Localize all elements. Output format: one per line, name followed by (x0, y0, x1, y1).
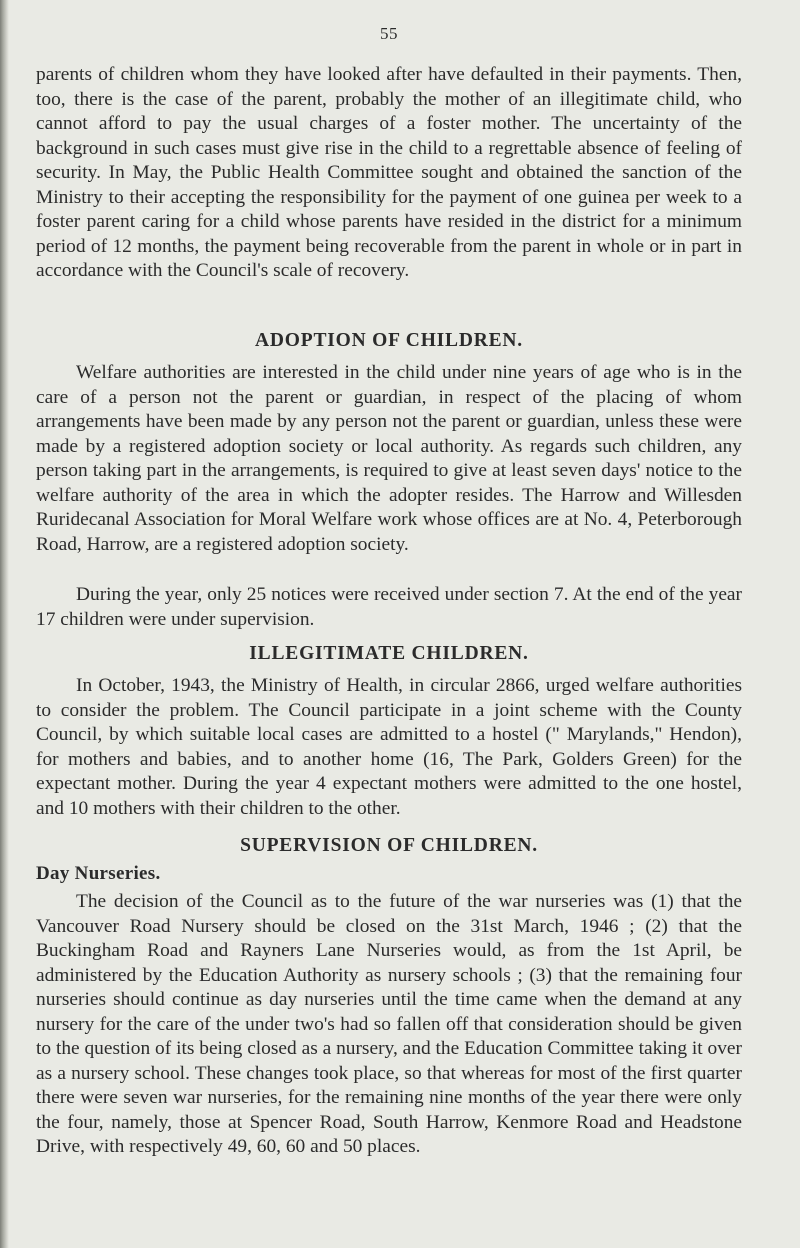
intro-paragraph: parents of children whom they have looked after have defaulted in their payments. Then, too, there is the case of the parent, probably the mother of an illegitimate child, who cannot afford to pay the usual charges of a foster mother. The uncertainty of the background in such cases must give rise in the child to a regrettable absence of feeling of security. In May, the Public Health Committee sought and obtained the sanction of the Ministry to their accepting the responsibility for the payment of one guinea per week to a foster parent caring for a child whose parents have resided in the district for a minimum period of 12 months, the payment being recoverable from the parent in whole or in part in accordance with the Council's scale of recovery. (36, 64, 742, 281)
illegitimate-paragraph-1: In October, 1943, the Ministry of Health, in circular 2866, urged welfare authorities to consider the problem. The Council participate in a joint scheme with the County Council, by which suitable local cases are admitted to a hostel (" Marylands," Hendon), for mothers and babies, and to another home (16, The Park, Golders Green) for the expectant mother. During the year 4 expectant mothers were admitted to the one hostel, and 10 mothers with their children to the other. (36, 675, 742, 819)
heading-adoption-of-children: ADOPTION OF CHILDREN. (255, 330, 523, 351)
page-number: 55 (380, 24, 398, 43)
supervision-paragraph-1: The decision of the Council as to the future of the war nurseries was (1) that the Vancouver Road Nursery should be closed on the 31st March, 1946 ; (2) that the Buckingham Road and Rayners Lane Nurseries would, as from the 1st April, be administered by the Education Authority as nursery schools ; (3) that the remaining four nurseries should continue as day nurseries until the time came when the demand at any nursery for the care of the under two's had so fallen off that consideration should be given to the question of its being closed as a nursery, and the Education Committee taking it over as a nursery school. These changes took place, so that whereas for most of the first quarter there were seven war nurseries, for the remaining nine months of the year there were only the four, namely, those at Spencer Road, South Harrow, Kenmore Road and Headstone Drive, with respectively 49, 60, 60 and 50 places. (36, 891, 742, 1157)
heading-illegitimate-children: ILLEGITIMATE CHILDREN. (249, 643, 529, 664)
subheading-day-nurseries: Day Nurseries. (36, 863, 161, 884)
adoption-paragraph-1: Welfare authorities are interested in the child under nine years of age who is in the care of a person not the parent or guardian, in respect of the placing of whom arrangements have been made by any person not the parent or guardian, unless these were made by a registered adoption society or local authority. As regards such children, any person taking part in the arrangements, is required to give at least seven days' notice to the welfare authority of the area in which the adopter resides. The Harrow and Willesden Ruridecanal Association for Moral Welfare work whose offices are at No. 4, Peterborough Road, Harrow, are a registered adoption society. (36, 362, 742, 555)
adoption-paragraph-2: During the year, only 25 notices were received under section 7. At the end of the year 17 children were under supervision. (36, 584, 742, 630)
page-left-edge-shadow (0, 0, 9, 1248)
heading-supervision-of-children: SUPERVISION OF CHILDREN. (240, 835, 538, 856)
